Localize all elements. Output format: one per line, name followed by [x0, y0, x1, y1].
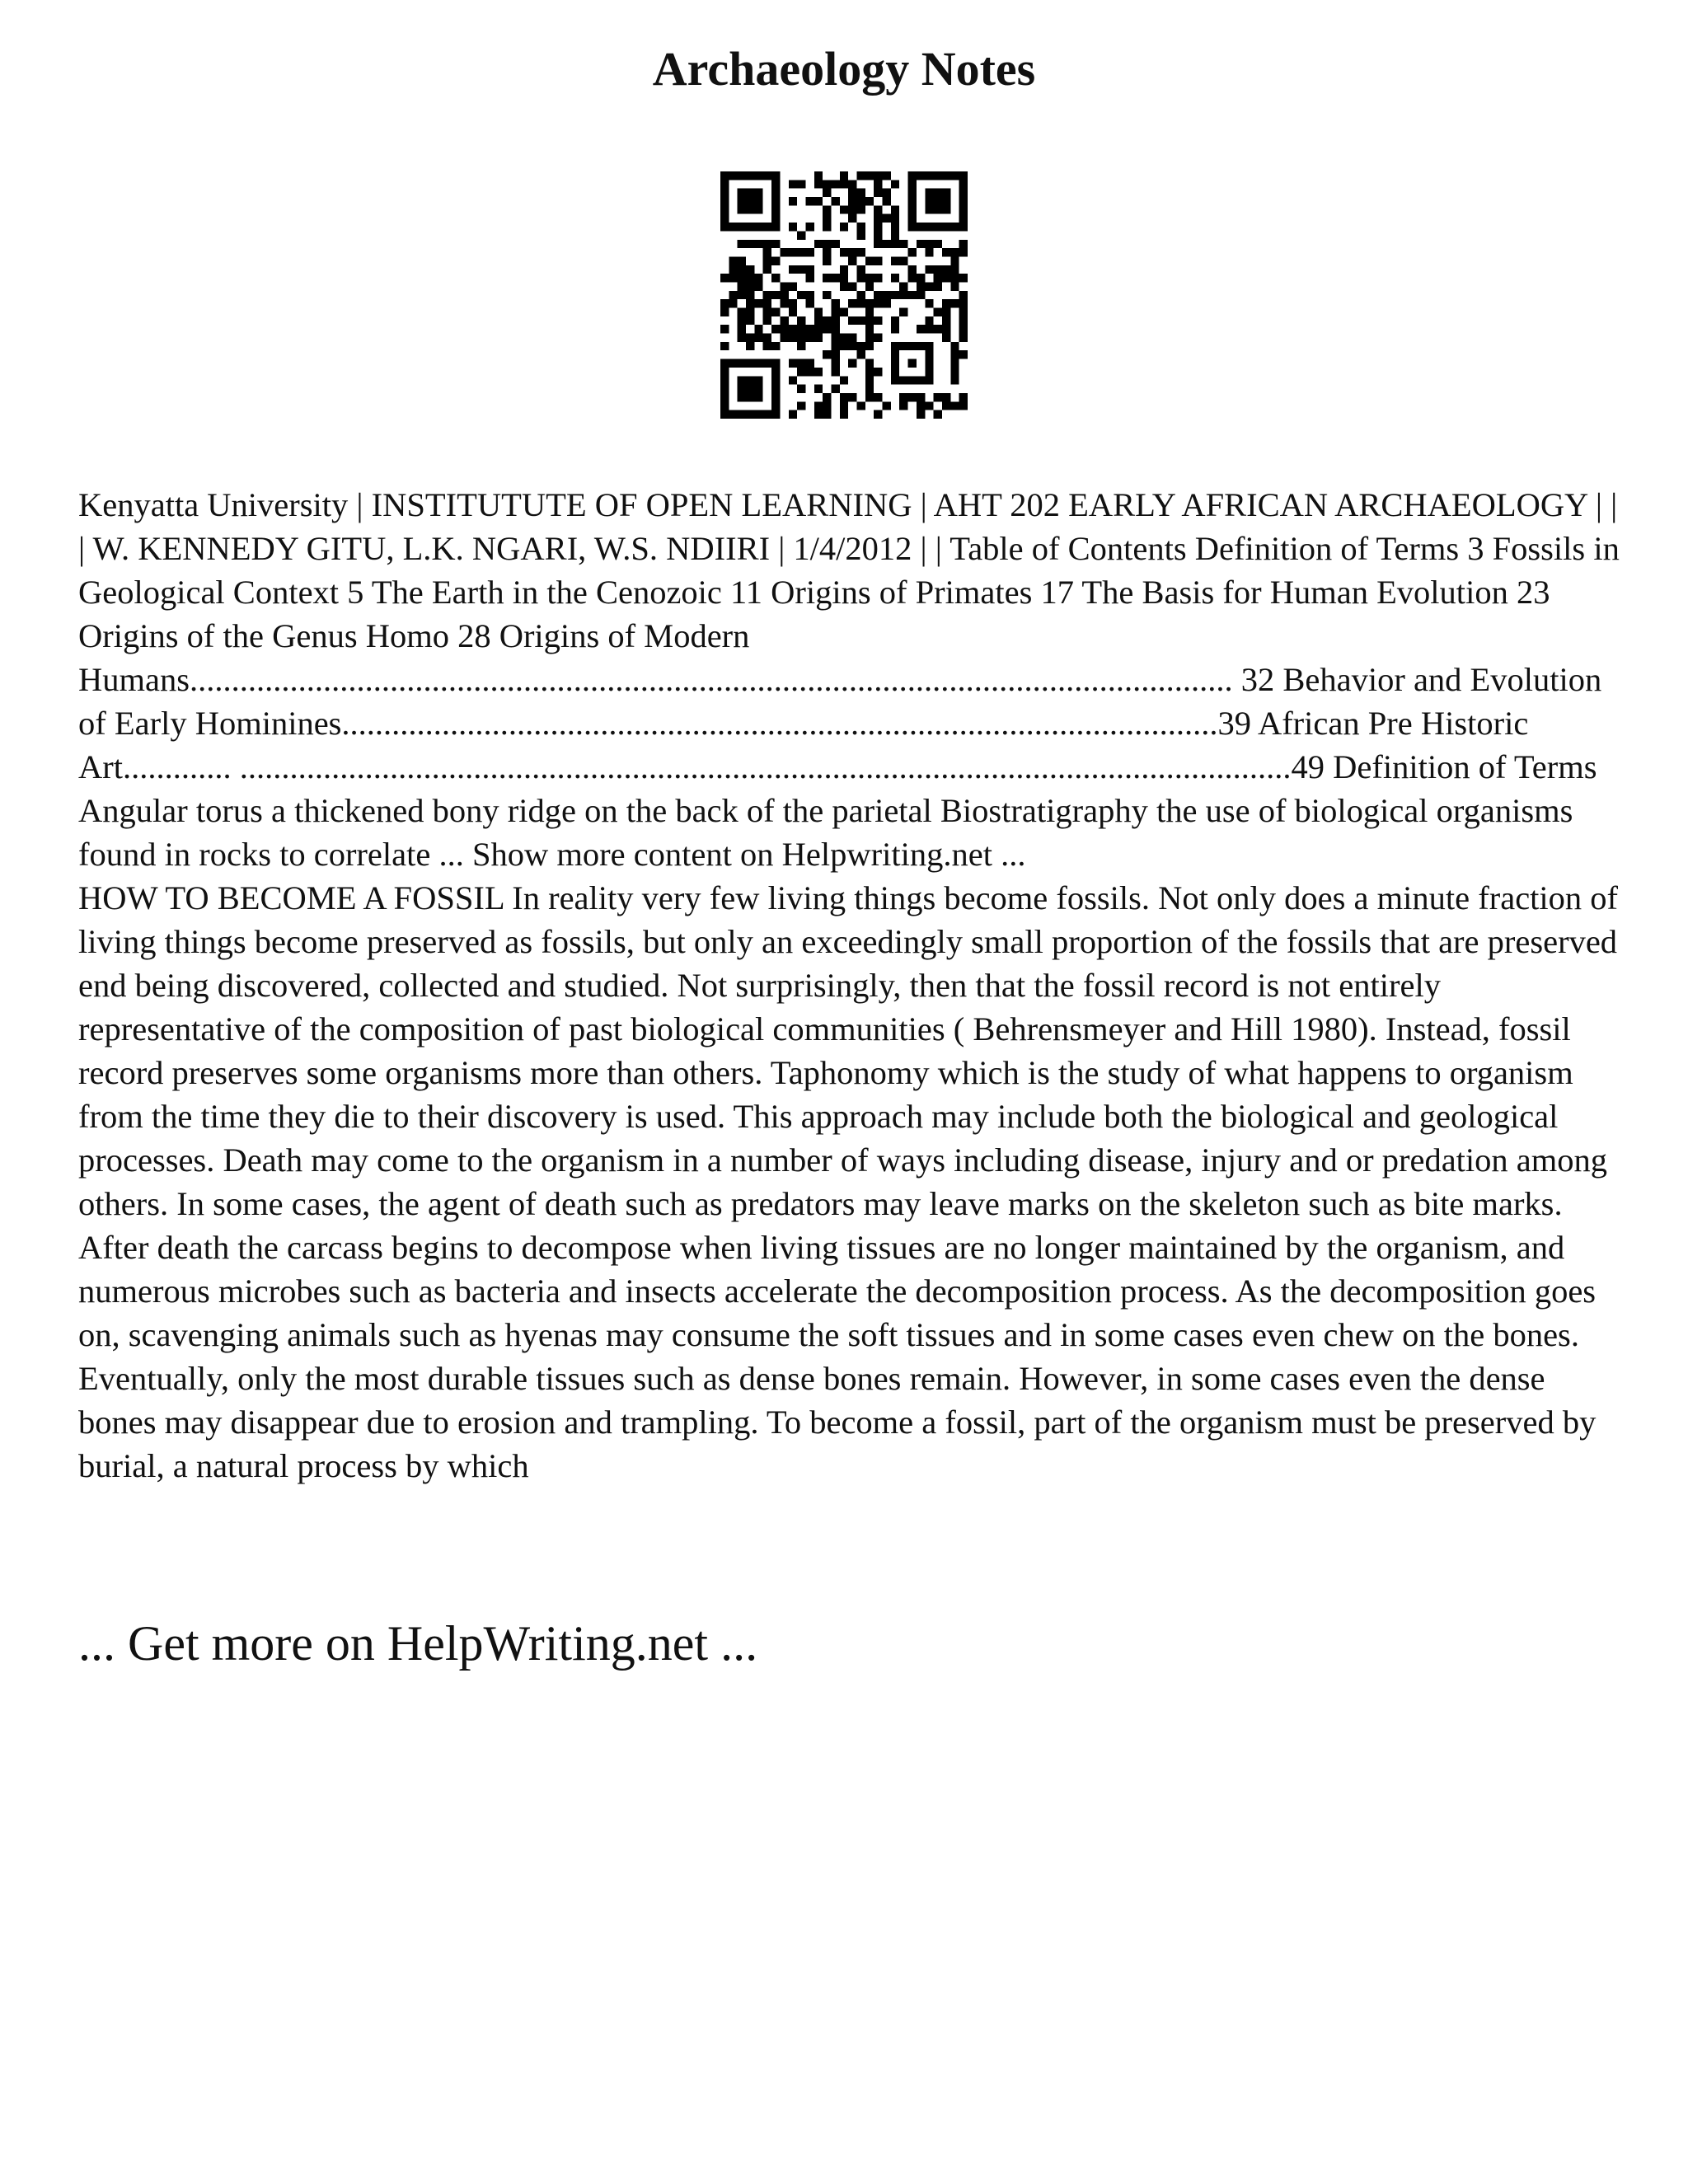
document-body	[78, 483, 1620, 1488]
paragraph-toc: Kenyatta University | INSTITUTUTE OF OPEN LEARNING | AHT 202 EARLY AFRICAN ARCHAEOLOGY | | | W. KENNEDY GITU, L.K. NGARI, W.S. NDIIRI | 1/4/2012 | | Table of Contents Definition of Terms 3 Fossils in Geological Context 5 The Earth in the Cenozoic 11 Origins of Primates 17 The Basis for Human Evolution 23 Origins of the Genus Homo 28 Origins of Modern Humans............................................................................................................................. 32 Behavior and Evolution of Early Hominines.........................................................................................................39 African Pre Historic Art............. ..............................................................................................................................49 Definition of Terms Angular torus a thickened bony ridge on the back of the parietal Biostratigraphy the use of biological organisms found in rocks to correlate ... Show more content on Helpwriting.net ...	[78, 486, 1620, 873]
qr-code-icon[interactable]	[720, 171, 968, 419]
page-title: Archaeology Notes	[652, 42, 1036, 96]
qr-alignment	[891, 342, 934, 385]
paragraph-fossil: HOW TO BECOME A FOSSIL In reality very few living things become fossils. Not only does a minute fraction of living things become preserved as fossils, but only an exceedingly small proportion of the fossils that are preserved end being discovered, collected and studied. Not surprisingly, then that the fossil record is not entirely representative of the composition of past biological communities ( Behrensmeyer and Hill 1980). Instead, fossil record preserves some organisms more than others. Taphonomy which is the study of what happens to organism from the time they die to their discovery is used. This approach may include both the biological and geological processes. Death may come to the organism in a number of ways including disease, injury and or predation among others. In some cases, the agent of death such as predators may leave marks on the skeleton such as bite marks. After death the carcass begins to decompose when living tissues are no longer maintained by the organism, and numerous microbes such as bacteria and insects accelerate the decomposition process. As the decomposition goes on, scavenging animals such as hyenas may consume the soft tissues and in some cases even chew on the bones. Eventually, only the most durable tissues such as dense bones remain. However, in some cases even the dense bones may disappear due to erosion and trampling. To become a fossil, part of the organism must be preserved by burial, a natural process by which	[78, 879, 1619, 1484]
get-more-link[interactable]: ... Get more on HelpWriting.net ...	[78, 1616, 758, 1671]
